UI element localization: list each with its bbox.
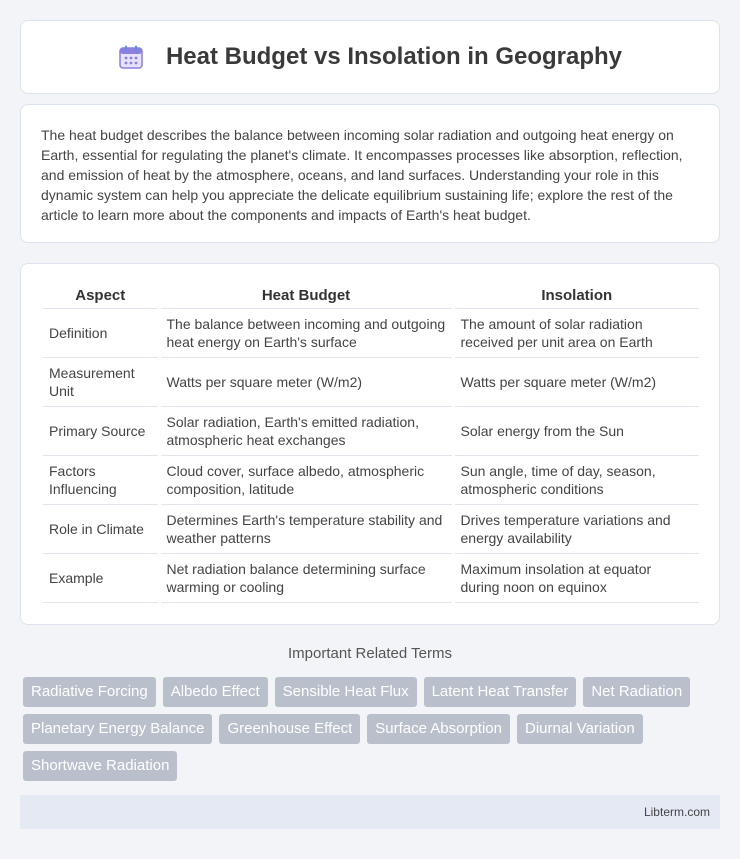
intro-paragraph: The heat budget describes the balance between incoming solar radiation and outgoing heat energy on Earth, essential for regulating the planet's climate. It encompasses processes like absorption, reflection, and emission of heat by the atmosphere, oceans, and land surfaces. Understanding your role in this dynamic system can help you appreciate the delicate equilibrium sustaining life; explore the rest of the article to learn more about the components and impacts of Earth's heat budget. (41, 127, 683, 223)
header-insolation: Insolation (453, 284, 699, 308)
header-aspect: Aspect (43, 284, 159, 308)
related-terms-title: Important Related Terms (288, 645, 452, 662)
tag-greenhouse-effect[interactable]: Greenhouse Effect (219, 714, 360, 744)
tag-radiative-forcing[interactable]: Radiative Forcing (23, 677, 156, 707)
table-header-row (43, 284, 699, 308)
page-title: Heat Budget vs Insolation in Geography (165, 43, 623, 70)
tag-diurnal-variation[interactable]: Diurnal Variation (517, 714, 643, 744)
related-terms-list (23, 677, 723, 788)
table-row (43, 504, 699, 553)
title-card (20, 20, 720, 94)
tag-latent-heat-transfer[interactable]: Latent Heat Transfer (424, 677, 577, 707)
intro-card (20, 104, 720, 243)
tag-planetary-energy-balance[interactable]: Planetary Energy Balance (23, 714, 212, 744)
tag-surface-absorption[interactable]: Surface Absorption (367, 714, 510, 744)
row-insolation: Solar energy from the Sun (453, 406, 699, 455)
tag-albedo-effect[interactable]: Albedo Effect (163, 677, 268, 707)
tag-sensible-heat-flux[interactable]: Sensible Heat Flux (275, 677, 417, 707)
table-row (43, 308, 699, 357)
footer-site-link[interactable]: Libterm.com (643, 805, 710, 819)
row-aspect: Role in Climate (43, 504, 159, 553)
tag-shortwave-radiation[interactable]: Shortwave Radiation (23, 751, 177, 781)
row-heat-budget: Solar radiation, Earth's emitted radiation, atmospheric heat exchanges (159, 406, 453, 455)
header-heat-budget: Heat Budget (159, 284, 453, 308)
row-insolation: Maximum insolation at equator during noon on equinox (453, 553, 699, 602)
table-row (43, 455, 699, 504)
row-aspect: Measurement Unit (43, 357, 159, 406)
row-aspect: Example (43, 553, 159, 602)
table-row (43, 553, 699, 602)
comparison-card (20, 263, 720, 625)
row-insolation: Watts per square meter (W/m2) (453, 357, 699, 406)
table-row (43, 406, 699, 455)
tag-net-radiation[interactable]: Net Radiation (583, 677, 690, 707)
row-aspect: Definition (43, 308, 159, 357)
row-insolation: Sun angle, time of day, season, atmospheric conditions (453, 455, 699, 504)
footer (20, 795, 720, 829)
row-heat-budget: Watts per square meter (W/m2) (159, 357, 453, 406)
row-aspect: Factors Influencing (43, 455, 159, 504)
row-insolation: The amount of solar radiation received per unit area on Earth (453, 308, 699, 357)
row-insolation: Drives temperature variations and energy availability (453, 504, 699, 553)
row-aspect: Primary Source (43, 406, 159, 455)
calendar-icon (118, 44, 144, 70)
row-heat-budget: Net radiation balance determining surface warming or cooling (159, 553, 453, 602)
row-heat-budget: The balance between incoming and outgoing heat energy on Earth's surface (159, 308, 453, 357)
row-heat-budget: Cloud cover, surface albedo, atmospheric composition, latitude (159, 455, 453, 504)
table-row (43, 357, 699, 406)
comparison-table (43, 284, 699, 603)
row-heat-budget: Determines Earth's temperature stability and weather patterns (159, 504, 453, 553)
